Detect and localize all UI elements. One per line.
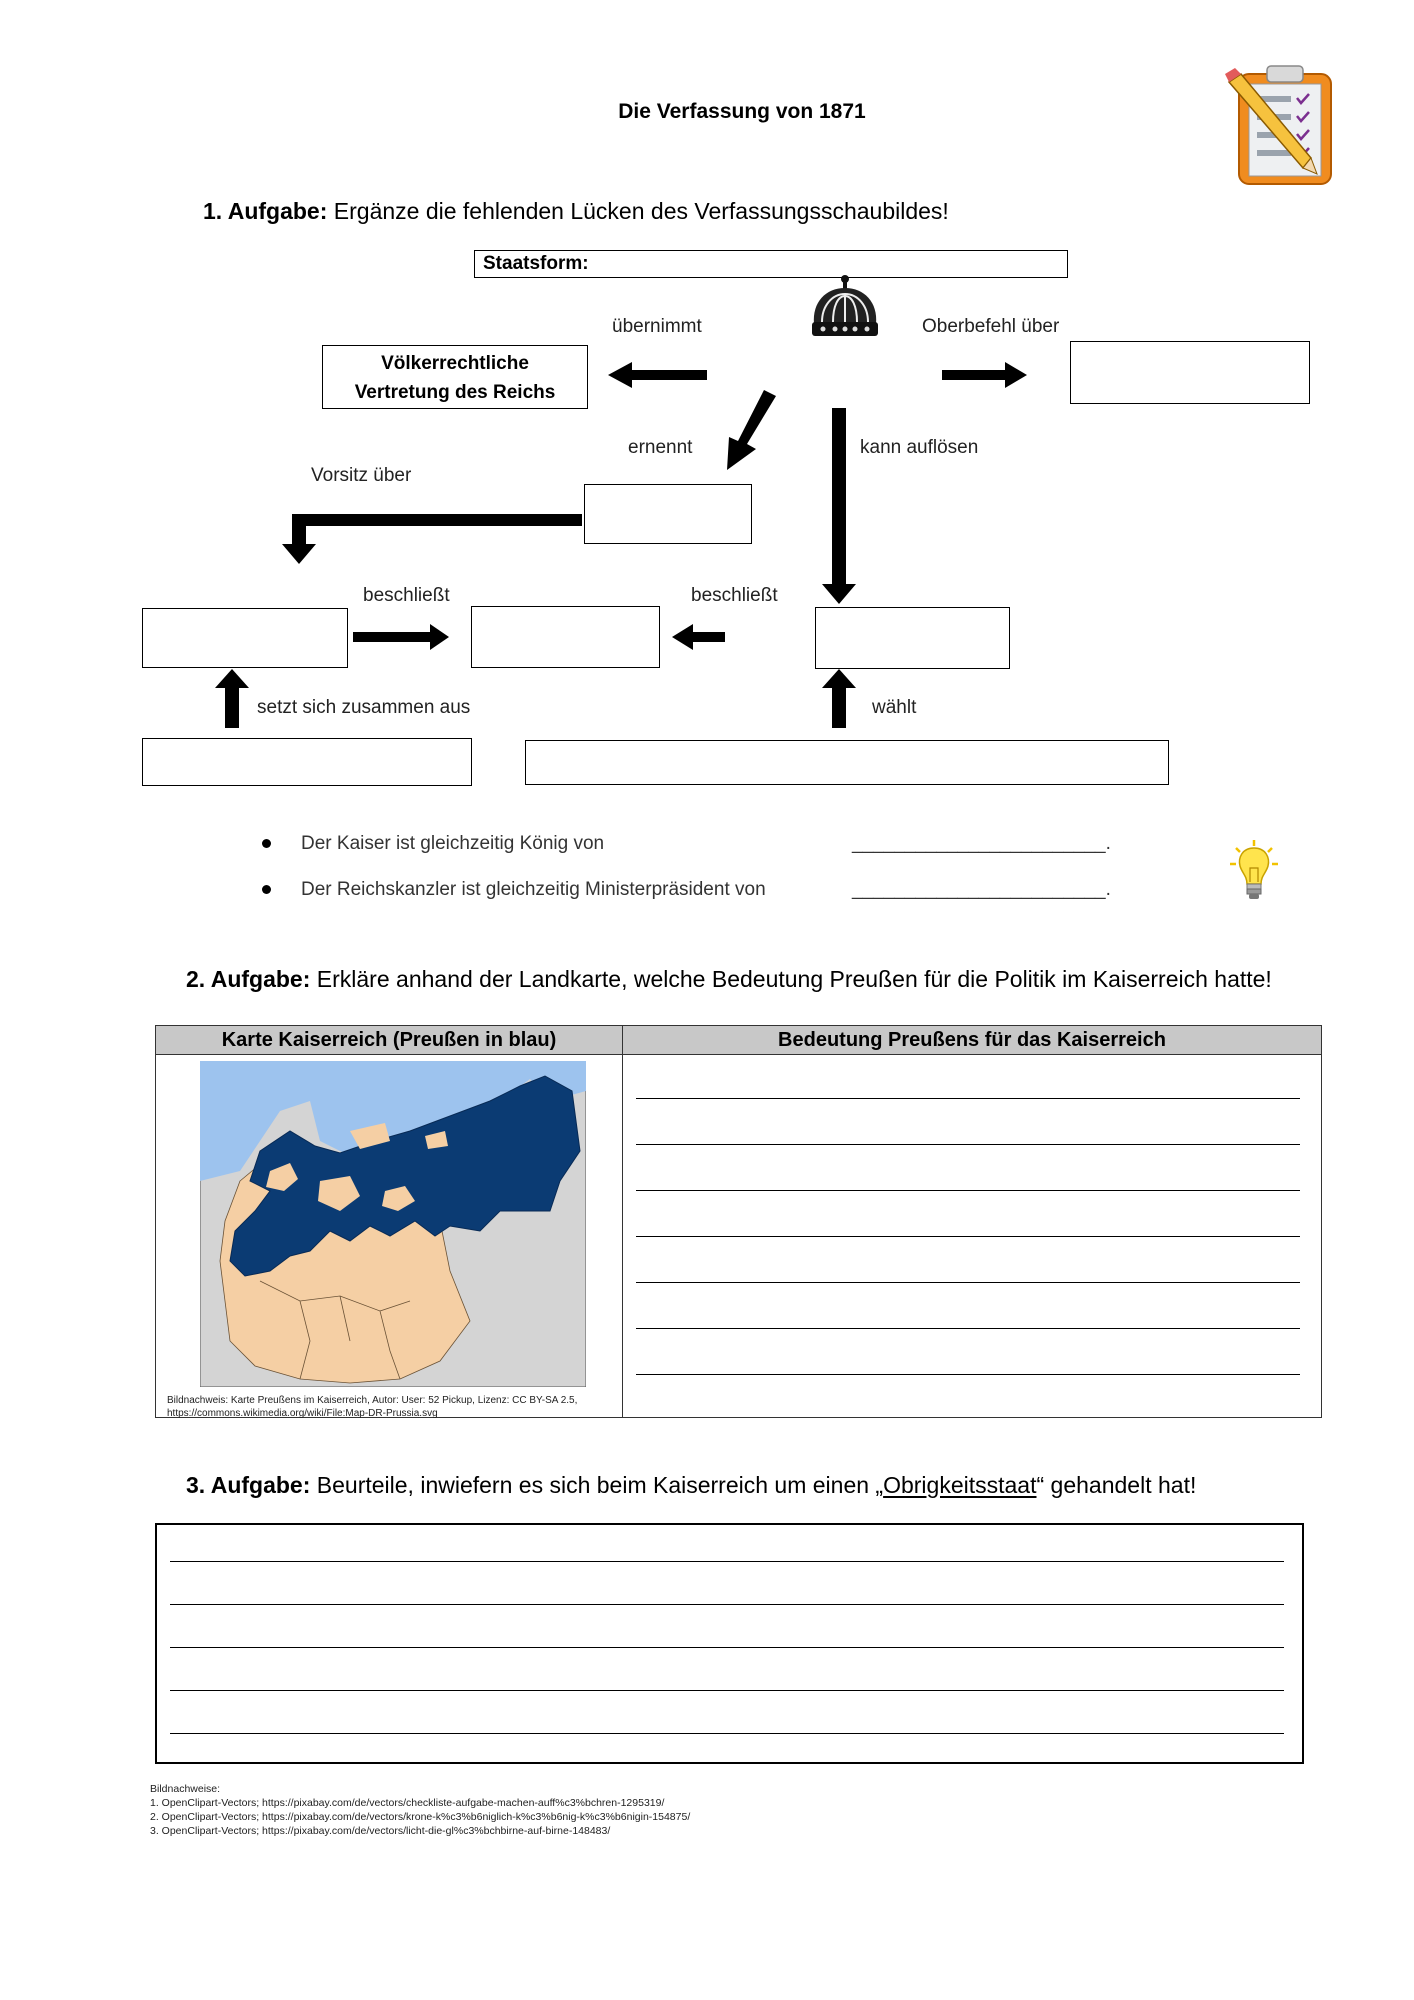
blank-box-right[interactable]: [815, 607, 1010, 669]
bullet-kaiser: [262, 833, 604, 855]
footer-item[interactable]: 3. OpenClipart-Vectors; https://pixabay.com/de/vectors/licht-die-gl%c3%bchbirne-auf-birne-148483/: [150, 1825, 611, 1837]
blank-box-bottom-right[interactable]: [525, 740, 1169, 785]
footer-item[interactable]: 1. OpenClipart-Vectors; https://pixabay.com/de/vectors/checkliste-aufgabe-machen-auff%c3%bchren-1295319/: [150, 1797, 665, 1809]
task2-heading: [186, 966, 1272, 993]
task3-label: 3. Aufgabe:: [186, 1472, 311, 1498]
task3-text-after: “ gehandelt hat!: [1036, 1472, 1197, 1498]
col2-header: Bedeutung Preußens für das Kaiserreich: [623, 1026, 1322, 1055]
answer-line[interactable]: [636, 1236, 1300, 1237]
staatsform-label: Staatsform:: [483, 253, 589, 274]
blank-box-ernennt[interactable]: [584, 484, 752, 544]
task3-heading: [186, 1472, 1196, 1499]
footer-heading: Bildnachweise:: [150, 1783, 221, 1795]
answer-line[interactable]: [170, 1604, 1284, 1605]
arrow-label-waehlt: wählt: [872, 697, 917, 718]
arrow-ernennt: [727, 390, 776, 470]
task3-answer-box[interactable]: [155, 1523, 1304, 1764]
blank-box-left[interactable]: [142, 608, 348, 668]
bullet-kaiser-text: Der Kaiser ist gleichzeitig König von: [301, 833, 605, 854]
answer-line[interactable]: [636, 1328, 1300, 1329]
arrow-label-vorsitz: Vorsitz über: [311, 465, 412, 486]
arrow-label-setzt-zusammen: setzt sich zusammen aus: [257, 697, 471, 718]
arrow-vorsitz: [282, 514, 582, 564]
task1-text: Ergänze die fehlenden Lücken des Verfassungsschaubildes!: [327, 198, 949, 224]
arrow-waehlt: [822, 669, 856, 728]
answer-line[interactable]: [636, 1282, 1300, 1283]
task3-term: Obrigkeitsstaat: [883, 1472, 1037, 1498]
bullet-kaiser-blank[interactable]: ________________________.: [852, 833, 1111, 854]
bullet-kanzler-blank[interactable]: ________________________.: [852, 879, 1111, 900]
answer-line[interactable]: [636, 1190, 1300, 1191]
arrow-oberbefehl: [942, 362, 1027, 388]
answer-line[interactable]: [170, 1733, 1284, 1734]
bullet-kanzler: [262, 879, 766, 901]
footer-item[interactable]: 2. OpenClipart-Vectors; https://pixabay.com/de/vectors/krone-k%c3%b6niglich-k%c3%b6nig-k%c3%b6nigin-154875/: [150, 1811, 691, 1823]
arrow-setzt-zusammen: [215, 669, 249, 728]
arrow-label-uebernimmt: übernimmt: [612, 316, 702, 337]
bullet-dot: [262, 839, 271, 848]
blank-box-bottom-left[interactable]: [142, 738, 472, 786]
task2-text: Erkläre anhand der Landkarte, welche Bedeutung Preußen für die Politik im Kaiserreich hatte!: [310, 966, 1272, 992]
answer-line[interactable]: [170, 1561, 1284, 1562]
arrow-label-beschliesst-right: beschließt: [691, 585, 778, 606]
voelkerrecht-line1: Völkerrechtliche: [381, 353, 529, 374]
answer-line[interactable]: [636, 1098, 1300, 1099]
col1-header: Karte Kaiserreich (Preußen in blau): [156, 1026, 623, 1055]
task1-label: 1. Aufgabe:: [203, 198, 328, 224]
answer-line[interactable]: [170, 1647, 1284, 1648]
task3-text-before: Beurteile, inwiefern es sich beim Kaiserreich um einen „: [310, 1472, 884, 1498]
arrow-label-beschliesst-left: beschließt: [363, 585, 450, 606]
arrow-label-oberbefehl: Oberbefehl über: [922, 316, 1060, 337]
footer-credits: [150, 1782, 690, 1838]
arrow-beschliesst-left: [353, 624, 449, 650]
arrow-uebernimmt: [608, 362, 707, 388]
arrow-label-kann-aufloesen: kann auflösen: [860, 437, 979, 458]
prussia-map: [200, 1061, 586, 1387]
bullet-dot: [262, 885, 271, 894]
voelkerrecht-line2: Vertretung des Reichs: [354, 382, 556, 403]
task2-label: 2. Aufgabe:: [186, 966, 311, 992]
blank-box-middle[interactable]: [471, 606, 660, 668]
arrow-beschliesst-right: [672, 624, 725, 650]
diagram-arrows: [0, 0, 1414, 800]
arrow-label-ernennt: ernennt: [628, 437, 693, 458]
page-title: Die Verfassung von 1871: [618, 100, 866, 123]
map-credit-line2: https://commons.wikimedia.org/wiki/File:Map-DR-Prussia.svg: [167, 1408, 438, 1419]
answer-line[interactable]: [170, 1690, 1284, 1691]
arrow-kann-aufloesen: [822, 408, 856, 604]
answer-line[interactable]: [636, 1144, 1300, 1145]
answer-line[interactable]: [636, 1374, 1300, 1375]
map-credit: [167, 1394, 577, 1420]
bullet-kanzler-text: Der Reichskanzler ist gleichzeitig Ministerpräsident von: [301, 879, 766, 900]
map-credit-line1: Bildnachweis: Karte Preußens im Kaiserreich, Autor: User: 52 Pickup, Lizenz: CC BY-SA 2.5,: [167, 1395, 578, 1406]
light-bulb-icon: [1228, 838, 1280, 904]
